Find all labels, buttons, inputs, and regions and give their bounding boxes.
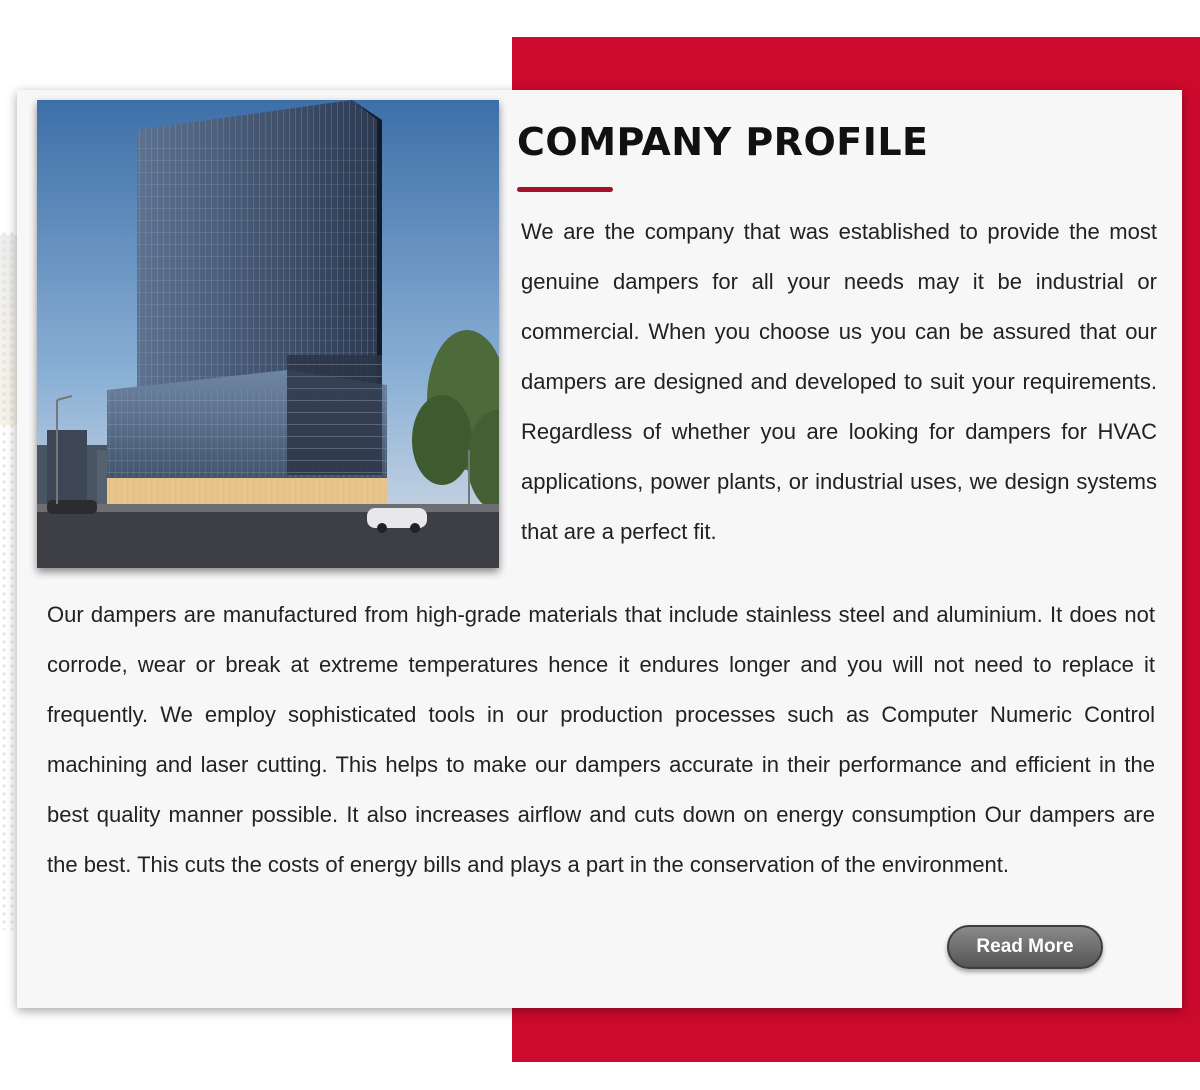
details-paragraph: Our dampers are manufactured from high-grade materials that include stainless steel and aluminium. It does not corrode, wear or break at extreme temperatures hence it endures longer and you will not need to replace it frequently. We employ sophisticated tools in our production processes such as Computer Numeric Control machining and laser cutting. This helps to make our dampers accurate in their performance and efficient in the best quality manner possible. It also increases airflow and cuts down on energy consumption Our dampers are the best. This cuts the costs of energy bills and plays a part in the conservation of the environment. <box>47 602 1155 877</box>
building-photo <box>37 100 499 568</box>
company-profile-card <box>17 90 1182 1008</box>
intro-paragraph: We are the company that was established to provide the most genuine dampers for all your needs may it be industrial or commercial. When you choose us you can be assured that our dampers are designed and developed to suit your requirements. Regardless of whether you are looking for dampers for HVAC applications, power plants, or industrial uses, we design systems that are a perfect fit. <box>521 219 1157 544</box>
read-more-button[interactable]: Read More <box>947 925 1103 969</box>
title-underline <box>517 187 613 192</box>
page-title: COMPANY PROFILE <box>517 120 929 164</box>
